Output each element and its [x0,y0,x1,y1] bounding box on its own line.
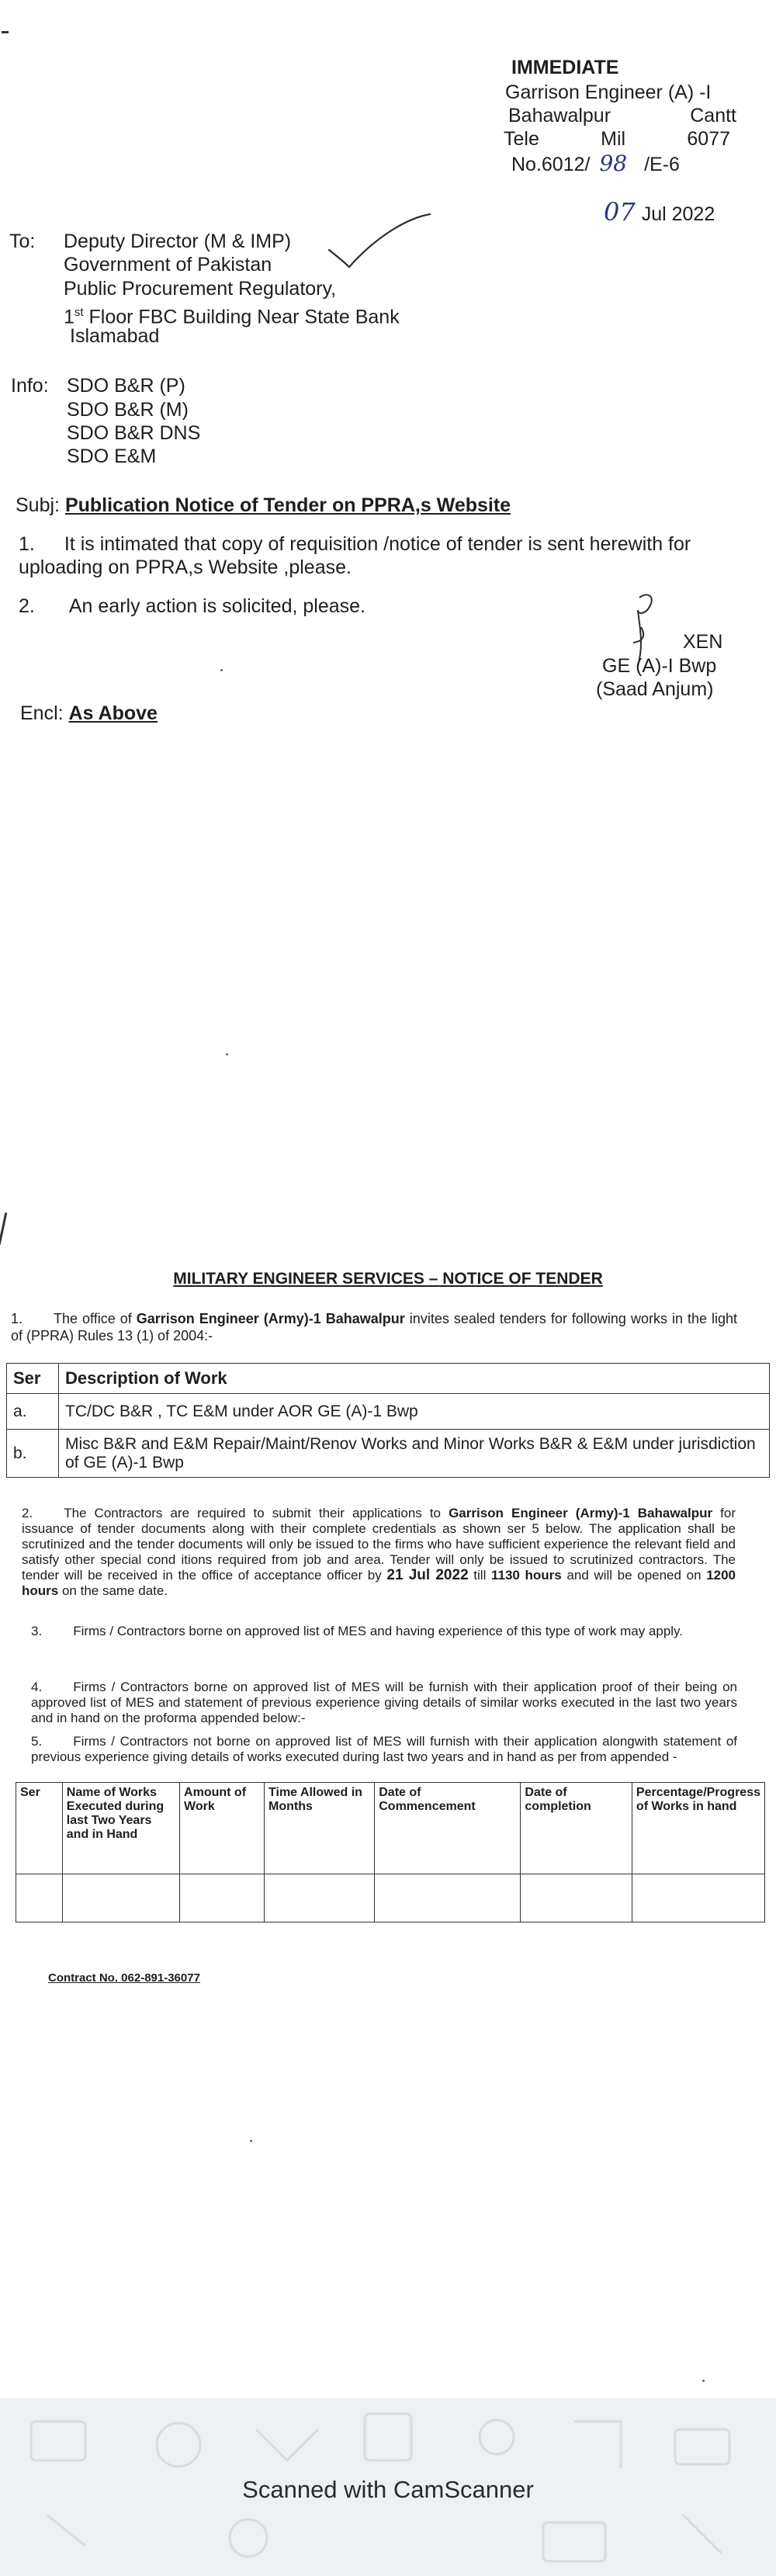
notice-p5-text: Firms / Contractors not borne on approved list of MES will furnish with their application alongwith statement of previous experience giving details of works executed during last two years and in hand as per from appended - [31,1734,737,1764]
to-line-5: Islamabad [70,325,160,347]
tick-mark-icon [326,210,435,272]
para-2-text: An early action is solicited, please. [68,595,366,617]
date-handwritten: 07 [604,197,636,227]
sign-rank: XEN [683,631,723,653]
notice-p4-text: Firms / Contractors borne on approved list of MES will be furnish with their application proof of their being on approved list of MES and statement of previous experience giving details of similar works executed in the last two years and in hand on the proforma appended below:- [31,1680,737,1725]
works-row [7,1394,770,1430]
scan-mark [2,31,9,33]
notice-p2-number: 2. [22,1506,33,1520]
scan-speck [250,2140,252,2142]
para-2-number: 2. [19,595,35,617]
info-line-4: SDO E&M [67,446,157,467]
notice-para-2 [22,1506,736,1599]
notice-para-4 [31,1680,737,1726]
scan-speck [702,2380,705,2382]
notice-p1-pre: The office of [54,1311,137,1326]
scan-speck [220,669,223,671]
info-label: Info: [11,375,49,397]
para-1-number: 1. [19,533,35,555]
exp-header-time-allowed: Time Allowed in Months [265,1783,375,1874]
tele-number: 6077 [687,128,730,150]
letter-para-1 [19,532,733,579]
notice-p5-number: 5. [31,1734,43,1749]
scan-mark [0,1212,7,1245]
camscanner-footer [0,2398,776,2576]
letter-date [604,197,715,227]
scanner-text: Scanned with CamScanner [242,2476,534,2503]
tele-mil: Mil [601,128,626,150]
date-printed: Jul 2022 [641,203,715,225]
notice-p2-c: for issuance of tender documents along with their complete credentials as shown ser 5 below. The application shall be scrutinized and the tender documents will only be issued to the firms who have sufficient experience the relevant field and satisfy other special cond itions required from job and area. Tender will only be issued to scrutinized contractors. The tender will be received in the office of acceptance officer by [22,1506,736,1583]
city-line [508,104,741,127]
sign-name: (Saad Anjum) [596,678,714,700]
notice-p2-g: and will be opened on [561,1568,707,1583]
notice-p2-e: till [468,1568,491,1583]
info-line-2: SDO B&R (M) [67,399,189,421]
notice-para-1 [11,1310,737,1344]
notice-p1-number: 1. [11,1311,23,1326]
notice-p4-number: 4. [31,1680,43,1694]
info-line-1: SDO B&R (P) [67,375,185,397]
works-row [7,1430,770,1478]
to-line-1: Deputy Director (M & IMP) [64,231,292,252]
to-label: To: [9,231,36,252]
exp-header-completion: Date of completion [521,1783,632,1874]
ref-prefix: No.6012/ [511,154,591,175]
to-line-4-rest: Floor FBC Building Near State Bank [83,306,400,328]
works-header-row [7,1364,770,1394]
city: Bahawalpur [508,105,611,127]
exp-header-amount: Amount of Work [180,1783,265,1874]
exp-cell [375,1874,521,1922]
letter-para-2 [19,595,365,618]
to-line-2: Government of Pakistan [64,254,272,276]
notice-p1-office: Garrison Engineer (Army)-1 Bahawalpur [136,1311,405,1326]
info-line-3: SDO B&R DNS [67,422,201,444]
para-1-text: It is intimated that copy of requisition /notice of tender is sent herewith for uploading on PPRA,s Website ,please. [19,533,691,578]
works-header-description: Description of Work [59,1364,770,1394]
notice-p2-i: on the same date. [58,1583,168,1598]
notice-p2-office: Garrison Engineer (Army)-1 Bahawalpur [449,1506,713,1520]
notice-p1-post: invites sealed tenders for following works in the light of (PPRA) Rules 13 (1) of 2004:- [11,1311,737,1343]
works-ser: a. [7,1394,59,1430]
tele-label: Tele [504,128,539,150]
to-line-4-sup: st [74,306,84,319]
notice-p2-a: The Contractors are required to submit their applications to [64,1506,449,1520]
encl-label: Encl: [20,702,64,724]
experience-header-row [16,1783,765,1874]
exp-cell [62,1874,179,1922]
notice-title: MILITARY ENGINEER SERVICES – NOTICE OF TENDER [173,1270,603,1288]
exp-cell [265,1874,375,1922]
subject-label: Subj: [16,494,60,516]
subject-line [16,494,511,517]
contract-number: Contract No. 062-891-36077 [48,1971,200,1985]
notice-p2-time-2: 1200 hours [22,1568,736,1598]
scan-speck [226,1053,228,1056]
experience-blank-row [16,1874,765,1922]
reference-number [511,152,680,176]
notice-p2-time-1: 1130 hours [491,1568,562,1583]
works-description: Misc B&R and E&M Repair/Maint/Renov Works and Minor Works B&R & E&M under jurisdiction of GE (A)-1 Bwp [59,1430,770,1478]
works-ser: b. [7,1430,59,1478]
sign-office: GE (A)-I Bwp [602,655,717,677]
cantt: Cantt [690,105,736,127]
enclosure-line [20,702,158,725]
exp-cell [16,1874,63,1922]
to-line-3: Public Procurement Regulatory, [64,278,337,300]
notice-p2-date: 21 Jul 2022 [386,1567,469,1583]
notice-p3-text: Firms / Contractors borne on approved list of MES and having experience of this type of work may apply. [73,1624,684,1638]
exp-cell [180,1874,265,1922]
exp-cell [521,1874,632,1922]
exp-header-ser: Ser [16,1783,63,1874]
office-line: Garrison Engineer (A) -I [505,81,712,103]
priority-label: IMMEDIATE [511,57,619,78]
works-description: TC/DC B&R , TC E&M under AOR GE (A)-1 Bwp [59,1394,770,1430]
exp-header-name-of-works: Name of Works Executed during last Two Years and in Hand [62,1783,179,1874]
exp-cell [632,1874,764,1922]
tele-line [504,127,733,151]
works-header-ser: Ser [7,1364,59,1394]
ref-handwritten: 98 [599,151,628,176]
notice-para-5 [31,1734,737,1765]
works-table [6,1363,770,1478]
ref-suffix: /E-6 [644,154,680,175]
notice-para-3 [31,1624,737,1639]
notice-p3-number: 3. [31,1624,43,1638]
encl-text: As Above [68,702,158,724]
subject-text: Publication Notice of Tender on PPRA,s Website [64,494,511,516]
exp-header-percentage: Percentage/Progress of Works in hand [632,1783,764,1874]
to-line-4-ordinal: 1 [64,306,74,328]
exp-header-commencement: Date of Commencement [375,1783,521,1874]
experience-table [16,1782,765,1922]
